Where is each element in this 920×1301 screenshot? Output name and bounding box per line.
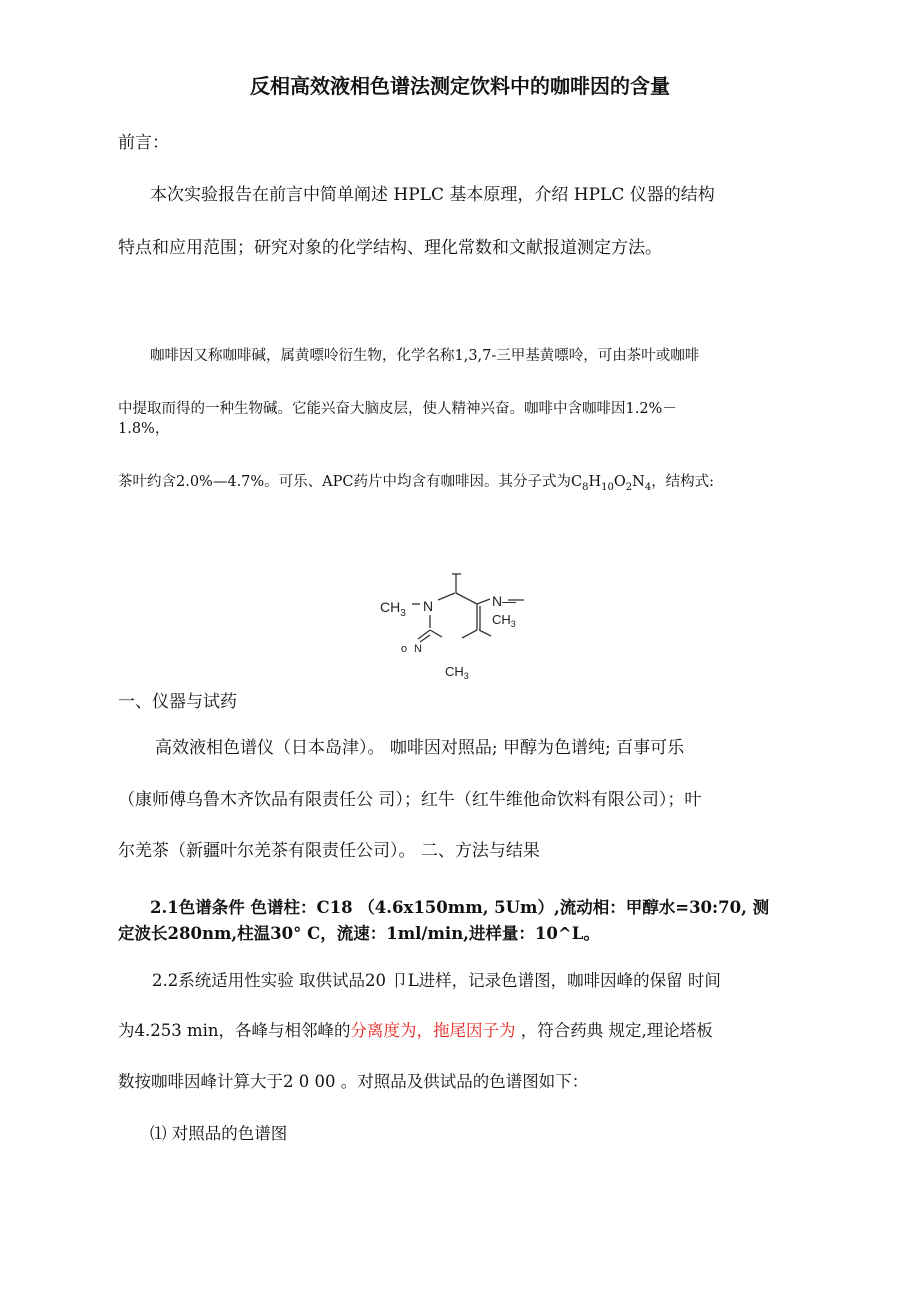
text: H (588, 474, 602, 490)
svg-text:CH3 (445, 664, 469, 681)
highlight-text: 分离度为， (350, 1021, 434, 1040)
sub: 3 (510, 619, 516, 629)
method-2-1-line: 2.1色谱条件 色谱柱：C18 （4.6x150mm, 5Um）,流动相：甲醇水=30:70, 测 (150, 898, 770, 917)
method-2-2-line (118, 1020, 713, 1042)
text: 为4.253 min，各峰与相邻峰的 (118, 1021, 351, 1040)
ch3-label: CH (380, 599, 401, 615)
caffeine-formula-line (118, 471, 714, 499)
sub: 8 (582, 481, 589, 493)
caffeine-line: 1.8%， (118, 421, 170, 437)
instruments-line: 高效液相色谱仪（日本岛津）。 咖啡因对照品; 甲醇为色谱纯; 百事可乐 (155, 738, 685, 758)
figure-caption: ⑴ 对照品的色谱图 (150, 1124, 288, 1143)
ch3-label: CH (492, 612, 511, 627)
svg-text:CH3 (492, 612, 516, 629)
text: 茶叶约含2.0%—4.7%。可乐、APC药片中均含有咖啡因。其分子式为C (118, 474, 583, 490)
n-label: N (414, 643, 422, 655)
sub: 4 (644, 481, 652, 493)
svg-text:CH3 (380, 599, 406, 619)
sub: 10 (601, 481, 614, 493)
method-2-1-line: 定波长280nm,柱温30° C，流速：1ml/min,进样量：10^L。 (118, 924, 600, 943)
ch3-label: CH (445, 664, 464, 679)
caffeine-structure (360, 560, 560, 690)
text: ，符合药典 规定,理论塔板 (515, 1021, 713, 1040)
method-2-2-line: 数按咖啡因峰计算大于2 0 00 。对照品及供试品的色谱图如下： (118, 1072, 589, 1091)
section-heading: 一、仪器与试药 (118, 692, 237, 712)
o-label: o (401, 643, 408, 655)
preface-heading: 前言： (118, 133, 169, 153)
document-title: 反相高效液相色谱法测定饮料中的咖啡因的含量 (250, 74, 670, 98)
preface-line: 本次实验报告在前言中简单阐述 HPLC 基本原理，介绍 HPLC 仪器的结构 (150, 185, 715, 205)
instruments-line: 尔羌茶（新疆叶尔羌茶有限责任公司）。 二、方法与结果 (118, 841, 540, 861)
n-label: N (423, 598, 434, 614)
method-2-2-line: 2.2系统适用性实验 取供试品20 卩L进样，记录色谱图，咖啡因峰的保留 时间 (152, 971, 721, 990)
caffeine-line: 中提取而得的一种生物碱。它能兴奋大脑皮层，使人精神兴奋。咖啡中含咖啡因1.2%－ (118, 401, 677, 417)
text: O (613, 474, 626, 490)
sub: 3 (463, 671, 469, 681)
n-label: N— (492, 593, 517, 609)
text: N (632, 474, 645, 490)
caffeine-line: 咖啡因又称咖啡碱，属黄嘌呤衍生物，化学名称1,3,7-三甲基黄嘌呤，可由茶叶或咖啡 (150, 348, 700, 364)
highlight-text: 拖尾因子为 (433, 1021, 516, 1040)
sub: 2 (625, 481, 633, 493)
preface-line: 特点和应用范围；研究对象的化学结构、理化常数和文献报道测定方法。 (118, 238, 662, 258)
text: ，结构式: (651, 474, 715, 490)
instruments-line: （康师傅乌鲁木齐饮品有限责任公 司）；红牛（红牛维他命饮料有限公司）；叶 (118, 790, 702, 810)
sub: 3 (400, 608, 406, 619)
